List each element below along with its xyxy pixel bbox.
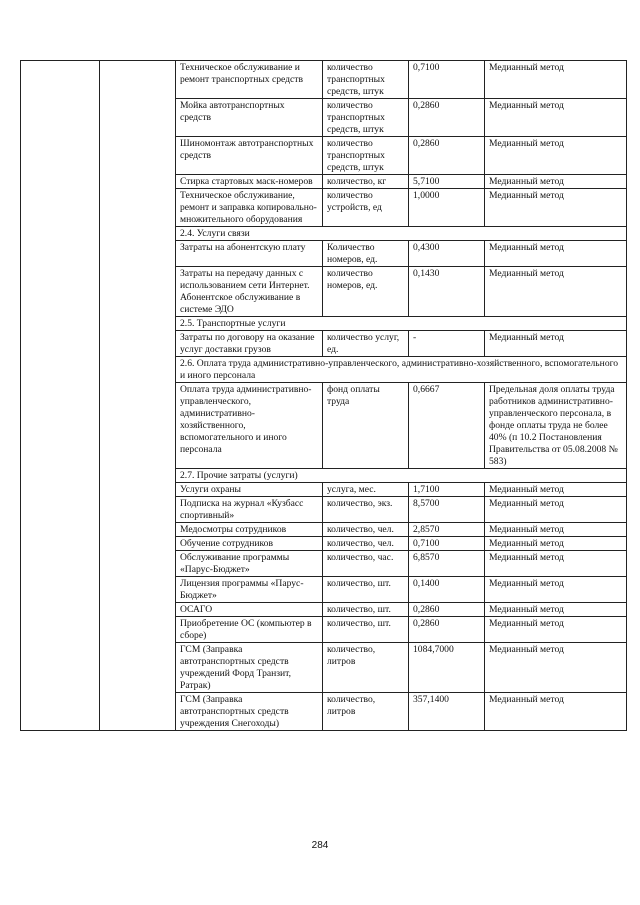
norm-value: 0,7100 [409, 537, 485, 551]
norm-value: 357,1400 [409, 693, 485, 731]
unit-of-measure: количество транспортных средств, штук [323, 137, 409, 175]
calculation-method: Медианный метод [485, 523, 627, 537]
section-title: 2.7. Прочие затраты (услуги) [176, 469, 627, 483]
page-number: 284 [311, 840, 329, 851]
calculation-method: Медианный метод [485, 99, 627, 137]
side-column-2 [100, 61, 176, 731]
cost-item-name: Техническое обслуживание, ремонт и заправка копировально-множительного оборудования [176, 189, 323, 227]
cost-item-name: Обслуживание программы «Парус-Бюджет» [176, 551, 323, 577]
unit-of-measure: услуга, мес. [323, 483, 409, 497]
cost-item-name: Подписка на журнал «Кузбасс спортивный» [176, 497, 323, 523]
cost-item-name: Техническое обслуживание и ремонт транспортных средств [176, 61, 323, 99]
unit-of-measure: количество, кг [323, 175, 409, 189]
cost-item-name: Лицензия программы «Парус-Бюджет» [176, 577, 323, 603]
calculation-method: Медианный метод [485, 537, 627, 551]
calculation-method: Медианный метод [485, 483, 627, 497]
calculation-method: Предельная доля оплаты труда работников административно-управленческого персонала, в фонде оплаты труда не более 40% (п 10.2 Постановления Правительства от 05.08.2008 № 583) [485, 383, 627, 469]
cost-item-name: Приобретение ОС (компьютер в сборе) [176, 617, 323, 643]
calculation-method: Медианный метод [485, 603, 627, 617]
calculation-method: Медианный метод [485, 497, 627, 523]
cost-item-name: ГСМ (Заправка автотранспортных средств учреждения Снегоходы) [176, 693, 323, 731]
norm-value: 0,2860 [409, 99, 485, 137]
norm-value: 1084,7000 [409, 643, 485, 693]
cost-item-name: Шиномонтаж автотранспортных средств [176, 137, 323, 175]
cost-item-name: ОСАГО [176, 603, 323, 617]
cost-item-name: Услуги охраны [176, 483, 323, 497]
norm-value: 1,7100 [409, 483, 485, 497]
calculation-method: Медианный метод [485, 241, 627, 267]
cost-norms-table [20, 60, 627, 731]
norm-value: 0,2860 [409, 617, 485, 643]
unit-of-measure: количество транспортных средств, штук [323, 99, 409, 137]
cost-item-name: Стирка стартовых маск-номеров [176, 175, 323, 189]
cost-item-name: Мойка автотранспортных средств [176, 99, 323, 137]
calculation-method: Медианный метод [485, 61, 627, 99]
calculation-method: Медианный метод [485, 643, 627, 693]
unit-of-measure: количество, чел. [323, 523, 409, 537]
unit-of-measure: количество, шт. [323, 617, 409, 643]
norm-value: 8,5700 [409, 497, 485, 523]
cost-item-name: Медосмотры сотрудников [176, 523, 323, 537]
unit-of-measure: фонд оплаты труда [323, 383, 409, 469]
unit-of-measure: количество номеров, ед. [323, 267, 409, 317]
section-title: 2.4. Услуги связи [176, 227, 627, 241]
calculation-method: Медианный метод [485, 267, 627, 317]
calculation-method: Медианный метод [485, 189, 627, 227]
unit-of-measure: количество, литров [323, 693, 409, 731]
norm-value: 0,1430 [409, 267, 485, 317]
norm-value: 0,2860 [409, 137, 485, 175]
norm-value: 0,6667 [409, 383, 485, 469]
norm-value: 0,2860 [409, 603, 485, 617]
norm-value: 0,1400 [409, 577, 485, 603]
norm-value: 1,0000 [409, 189, 485, 227]
calculation-method: Медианный метод [485, 551, 627, 577]
calculation-method: Медианный метод [485, 577, 627, 603]
section-title: 2.6. Оплата труда административно-управленческого, административно-хозяйственного, вспомогательного и иного персонала [176, 357, 627, 383]
norm-value: 6,8570 [409, 551, 485, 577]
unit-of-measure: количество, литров [323, 643, 409, 693]
cost-item-name: Затраты по договору на оказание услуг доставки грузов [176, 331, 323, 357]
cost-item-name: Оплата труда административно-управленческого, административно-хозяйственного, вспомогательного и иного персонала [176, 383, 323, 469]
section-title: 2.5. Транспортные услуги [176, 317, 627, 331]
table-row [21, 61, 627, 99]
norm-value: - [409, 331, 485, 357]
norm-value: 0,4300 [409, 241, 485, 267]
norm-value: 2,8570 [409, 523, 485, 537]
calculation-method: Медианный метод [485, 617, 627, 643]
cost-item-name: ГСМ (Заправка автотранспортных средств учреждений Форд Транзит, Ратрак) [176, 643, 323, 693]
unit-of-measure: количество, час. [323, 551, 409, 577]
cost-item-name: Затраты на абонентскую плату [176, 241, 323, 267]
cost-item-name: Обучение сотрудников [176, 537, 323, 551]
side-column-1 [21, 61, 100, 731]
norm-value: 0,7100 [409, 61, 485, 99]
calculation-method: Медианный метод [485, 175, 627, 189]
calculation-method: Медианный метод [485, 693, 627, 731]
cost-item-name: Затраты на передачу данных с использованием сети Интернет. Абонентское обслуживание в системе ЭДО [176, 267, 323, 317]
norm-value: 5,7100 [409, 175, 485, 189]
unit-of-measure: количество устройств, ед [323, 189, 409, 227]
unit-of-measure: количество, чел. [323, 537, 409, 551]
unit-of-measure: количество, шт. [323, 577, 409, 603]
unit-of-measure: количество, шт. [323, 603, 409, 617]
calculation-method: Медианный метод [485, 137, 627, 175]
unit-of-measure: Количество номеров, ед. [323, 241, 409, 267]
unit-of-measure: количество транспортных средств, штук [323, 61, 409, 99]
calculation-method: Медианный метод [485, 331, 627, 357]
unit-of-measure: количество, экз. [323, 497, 409, 523]
unit-of-measure: количество услуг, ед. [323, 331, 409, 357]
